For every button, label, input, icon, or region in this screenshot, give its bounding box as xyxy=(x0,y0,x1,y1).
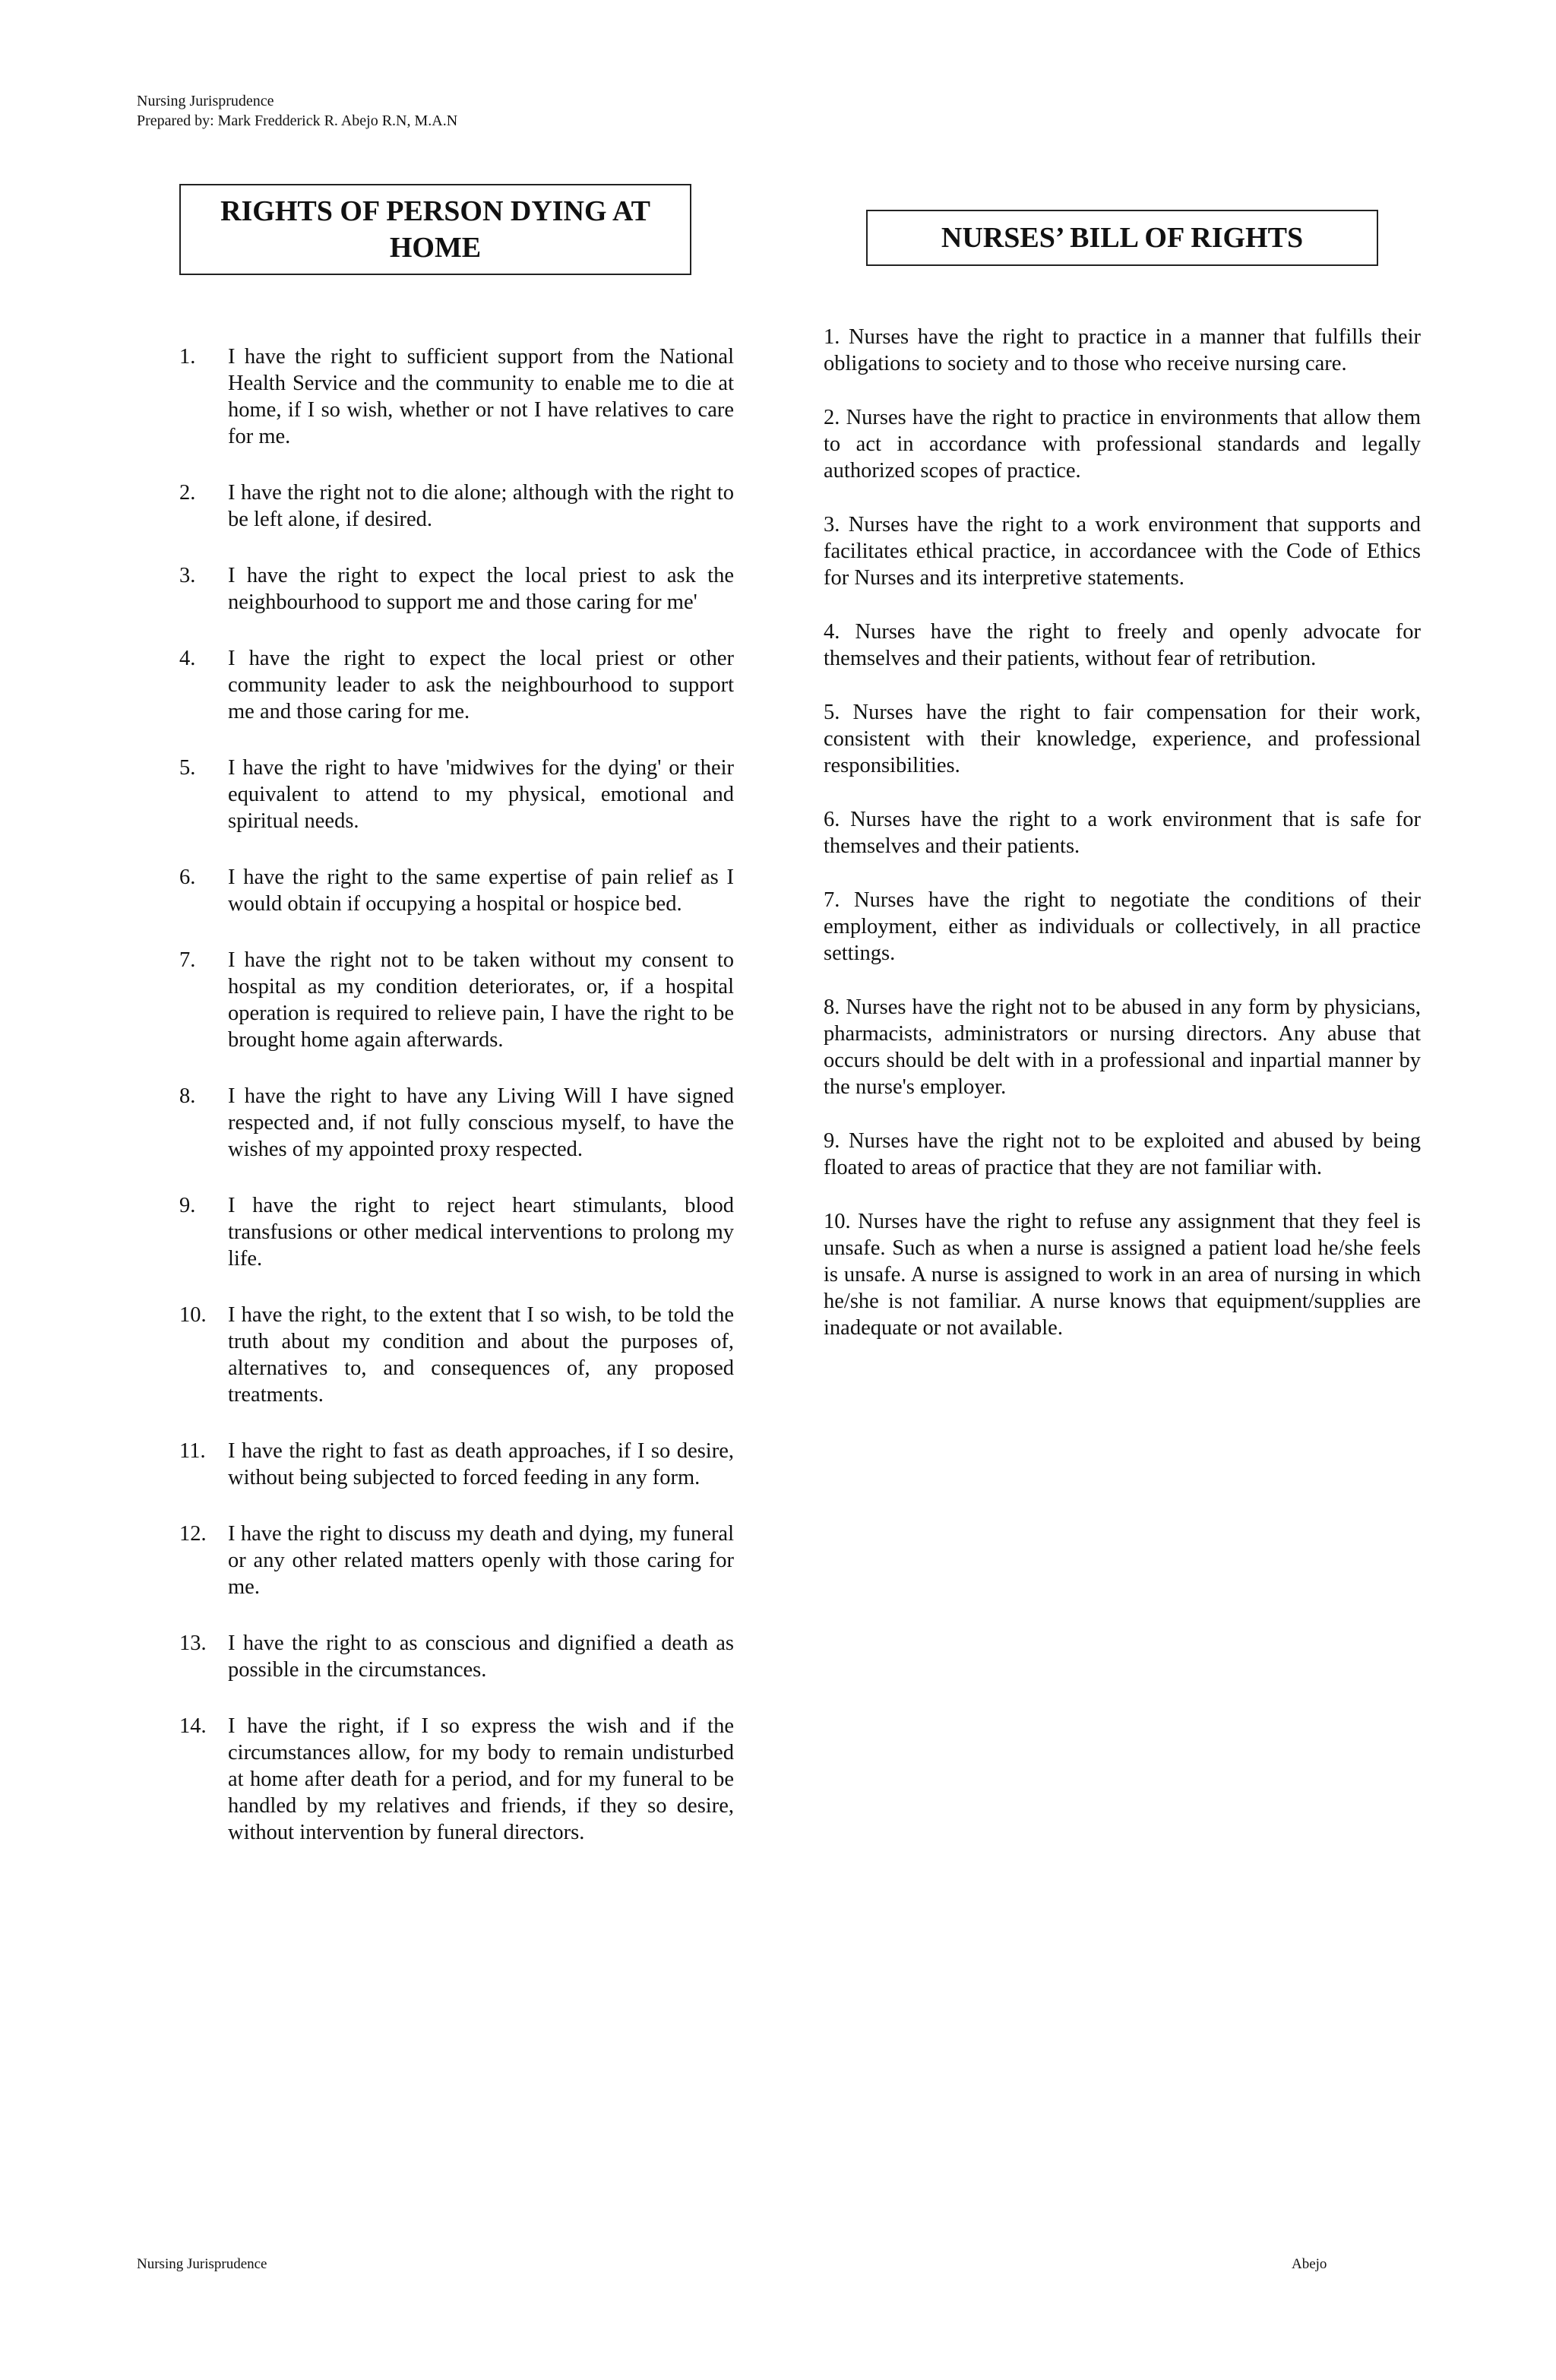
item-text: I have the right not to be taken without my consent to hospital as my condition deteriorates, or, if a hospital operation is required to relieve pain, I have the right to be brought home again afterwards. xyxy=(228,948,734,1052)
item-number: 1. xyxy=(179,345,196,369)
item-number: 10. xyxy=(179,1303,207,1327)
list-item xyxy=(179,562,734,616)
item-text: I have the right not to die alone; although with the right to be left alone, if desired. xyxy=(228,481,734,531)
item-number: 12. xyxy=(179,1522,207,1546)
right-section-title xyxy=(866,210,1378,266)
list-item xyxy=(179,343,734,450)
item-number: 4. xyxy=(179,647,196,670)
list-item xyxy=(179,479,734,533)
item-number: 6. xyxy=(179,866,196,889)
page-header xyxy=(137,91,457,131)
header-course-title: Nursing Jurisprudence xyxy=(137,93,274,109)
list-item xyxy=(179,1713,734,1846)
item-number: 7. xyxy=(179,948,196,972)
list-item xyxy=(179,1083,734,1163)
item-text: I have the right to expect the local priest or other community leader to ask the neighbourhood to support me and those caring for me. xyxy=(228,647,734,723)
footer-left-text: Nursing Jurisprudence xyxy=(137,2256,267,2272)
item-text: I have the right, to the extent that I so wish, to be told the truth about my condition and about the purposes of, alternatives to, and consequences of, any proposed treatments. xyxy=(228,1303,734,1407)
nurses-bill-of-rights-list xyxy=(824,324,1421,1369)
item-text: I have the right to the same expertise of pain relief as I would obtain if occupying a hospital or hospice bed. xyxy=(228,866,734,916)
list-item: 6. Nurses have the right to a work environment that is safe for themselves and their patients. xyxy=(824,808,1421,858)
list-item xyxy=(179,1630,734,1683)
item-number: 11. xyxy=(179,1439,206,1463)
list-item: 7. Nurses have the right to negotiate the conditions of their employment, either as individuals or collectively, in all practice settings. xyxy=(824,888,1421,965)
list-item xyxy=(179,1438,734,1491)
list-item xyxy=(179,1302,734,1408)
list-item xyxy=(179,645,734,725)
item-number: 14. xyxy=(179,1714,207,1738)
item-text: I have the right to sufficient support from the National Health Service and the community to enable me to die at home, if I so wish, whether or not I have relatives to care for me. xyxy=(228,345,734,448)
item-number: 8. xyxy=(179,1084,196,1108)
list-item: 3. Nurses have the right to a work environment that supports and facilitates ethical practice, in accordancee with the Code of Ethics for Nurses and its interpretive statements. xyxy=(824,513,1421,590)
list-item xyxy=(179,755,734,834)
item-number: 9. xyxy=(179,1194,196,1217)
left-section-title xyxy=(179,184,691,275)
item-text: I have the right, if I so express the wish and if the circumstances allow, for my body to remain undisturbed at home after death for a period, and for my funeral to be handled by my relatives and friends, if they so desire, without intervention by funeral directors. xyxy=(228,1714,734,1844)
item-text: I have the right to have any Living Will I have signed respected and, if not fully conscious myself, to have the wishes of my appointed proxy respected. xyxy=(228,1084,734,1161)
footer-right-text: Abejo xyxy=(1292,2256,1327,2272)
header-author: Prepared by: Mark Fredderick R. Abejo R.N, M.A.N xyxy=(137,112,458,129)
item-number: 13. xyxy=(179,1632,207,1655)
item-text: I have the right to have 'midwives for the dying' or their equivalent to attend to my physical, emotional and spiritual needs. xyxy=(228,756,734,833)
list-item xyxy=(179,1521,734,1600)
list-item xyxy=(179,864,734,917)
left-section-title-text: RIGHTS OF PERSON DYING AT HOME xyxy=(220,195,650,264)
right-section-title-text: NURSES’ BILL OF RIGHTS xyxy=(941,222,1304,254)
item-number: 3. xyxy=(179,564,196,587)
list-item: 10. Nurses have the right to refuse any assignment that they feel is unsafe. Such as when a nurse is assigned a patient load he/she feels is unsafe. A nurse is assigned to work in an area of nursing in which he/she is not familiar. A nurse knows that equipment/supplies are inadequate or not available. xyxy=(824,1210,1421,1340)
item-text: I have the right to fast as death approaches, if I so desire, without being subjected to forced feeding in any form. xyxy=(228,1439,734,1489)
item-text: I have the right to as conscious and dignified a death as possible in the circumstances. xyxy=(228,1632,734,1682)
item-number: 2. xyxy=(179,481,196,505)
item-text: I have the right to discuss my death and dying, my funeral or any other related matters openly with those caring for me. xyxy=(228,1522,734,1599)
list-item: 2. Nurses have the right to practice in environments that allow them to act in accordance with professional standards and legally authorized scopes of practice. xyxy=(824,406,1421,483)
list-item: 9. Nurses have the right not to be exploited and abused by being floated to areas of practice that they are not familiar with. xyxy=(824,1129,1421,1179)
list-item xyxy=(179,1192,734,1272)
item-text: I have the right to reject heart stimulants, blood transfusions or other medical interventions to prolong my life. xyxy=(228,1194,734,1271)
list-item xyxy=(179,947,734,1053)
dying-rights-list xyxy=(179,343,734,1875)
list-item: 5. Nurses have the right to fair compensation for their work, consistent with their knowledge, experience, and professional responsibilities. xyxy=(824,701,1421,777)
list-item: 8. Nurses have the right not to be abused in any form by physicians, pharmacists, administrators or nursing directors. Any abuse that occurs should be delt with in a professional and inpartial manner by the nurse's employer. xyxy=(824,995,1421,1099)
list-item: 1. Nurses have the right to practice in a manner that fulfills their obligations to society and to those who receive nursing care. xyxy=(824,325,1421,375)
list-item: 4. Nurses have the right to freely and openly advocate for themselves and their patients, without fear of retribution. xyxy=(824,620,1421,670)
item-number: 5. xyxy=(179,756,196,780)
item-text: I have the right to expect the local priest to ask the neighbourhood to support me and those caring for me' xyxy=(228,564,734,614)
